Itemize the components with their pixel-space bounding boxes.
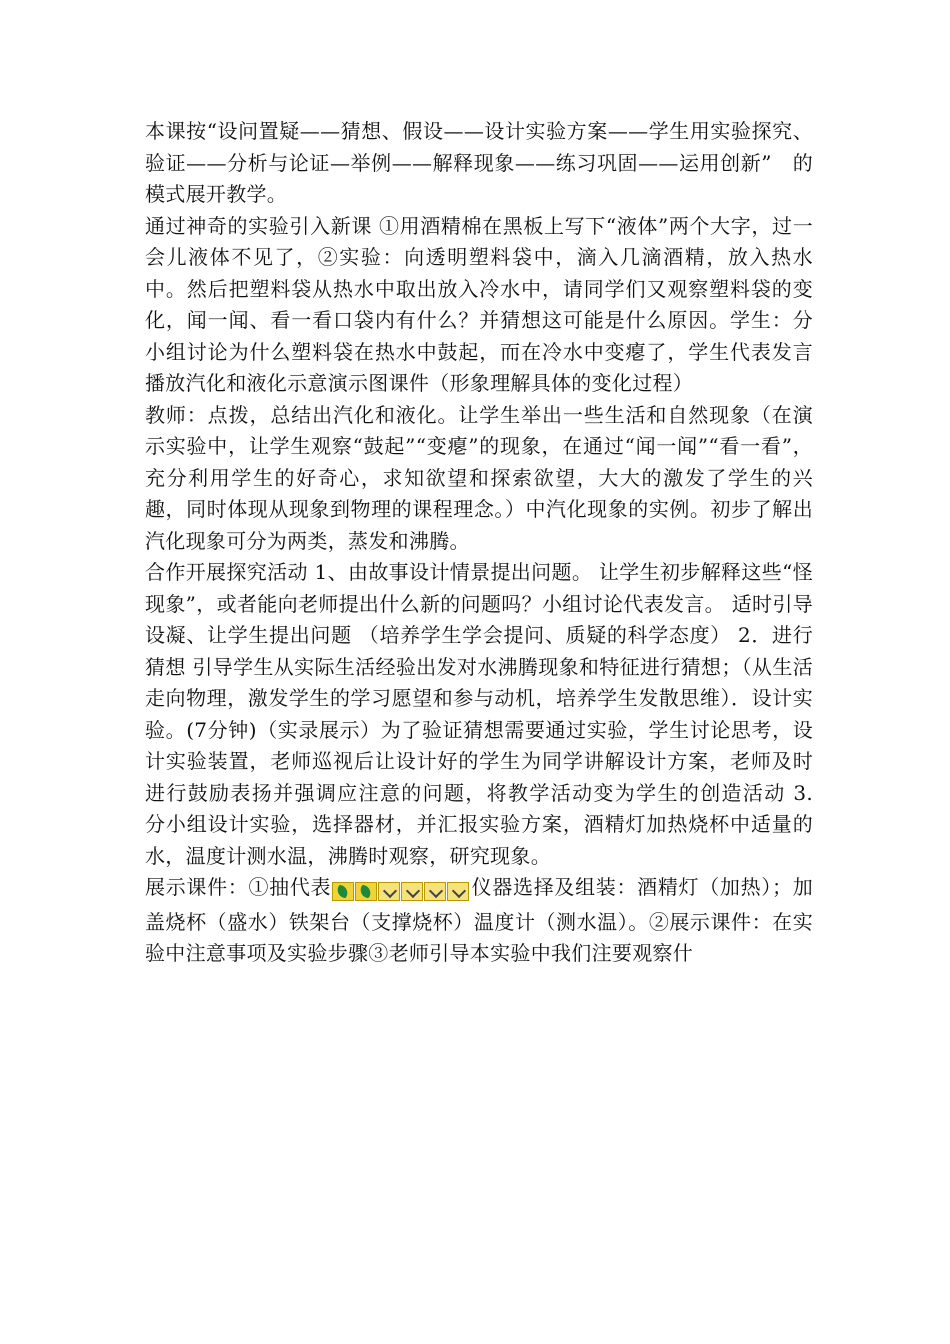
leaf-icon — [355, 882, 377, 901]
paragraph-teaching-mode: 本课按“设问置疑——猜想、假设——设计实验方案——学生用实验探究、验证——分析与论证—举例——解释现象——练习巩固——运用创新” 的模式展开教学。 — [145, 119, 813, 206]
cursor-icon — [424, 882, 446, 901]
document-body — [145, 116, 840, 970]
cursor-icon — [401, 882, 423, 901]
inline-icon-strip — [332, 875, 470, 907]
cursor-icon — [378, 882, 400, 901]
paragraph-inquiry-activity: 合作开展探究活动 1、由故事设计情景提出问题。 让学生初步解释这些“怪现象”，或者能向老师提出什么新的问题吗？小组讨论代表发言。 适时引导设凝、让学生提出问题 （培养学生学会提问、质疑的科学态度） 2．进行猜想 引导学生从实际生活经验出发对水沸腾现象和特征进行猜想；（从生活走向物理，激发学生的学习愿望和参与动机，培养学生发散思维）．设计实验。(7分钟)（实录展示）为了验证猜想需要通过实验，学生讨论思考，设计实验装置，老师巡视后让设计好的学生为同学讲解设计方案，老师及时进行鼓励表扬并强调应注意的问题，将教学活动变为学生的创造活动 3. 分小组设计实验，选择器材，并汇报实验方案，酒精灯加热烧杯中适量的水，温度计测水温，沸腾时观察，研究现象。 — [145, 560, 840, 868]
cursor-icon — [447, 882, 469, 901]
paragraph-courseware — [145, 872, 813, 970]
courseware-text-start: 展示课件：①抽代表 — [145, 875, 332, 899]
paragraph-teacher-summary: 教师：点拨，总结出汽化和液化。让学生举出一些生活和自然现象（在演示实验中，让学生观察“鼓起”“变瘪”的现象，在通过“闻一闻”“看一看”，充分利用学生的好奇心，求知欲望和探索欲望，大大的激发了学生的兴趣，同时体现从现象到物理的课程理念。）中汽化现象的实例。初步了解出汽化现象可分为两类，蒸发和沸腾。 — [145, 402, 813, 553]
courseware-text-end: 仪器选择及组装：酒精灯（加热）；加盖烧杯（盛水）铁架台（支撑烧杯）温度计（测水温）。②展示课件：在实验中注意事项及实验步骤③老师引导本实验中我们注要观察什 — [145, 875, 813, 965]
paragraph-intro-experiment: 通过神奇的实验引入新课 ①用酒精棉在黑板上写下“液体”两个大字，过一会儿液体不见了，②实验：向透明塑料袋中，滴入几滴酒精，放入热水中。然后把塑料袋从热水中取出放入冷水中，请同学们又观察塑料袋的变化，闻一闻、看一看口袋内有什么？并猜想这可能是什么原因。学生：分小组讨论为什么塑料袋在热水中鼓起，而在冷水中变瘪了，学生代表发言 播放汽化和液化示意演示图课件（形象理解具体的变化过程） — [145, 213, 813, 395]
leaf-icon — [332, 882, 354, 901]
